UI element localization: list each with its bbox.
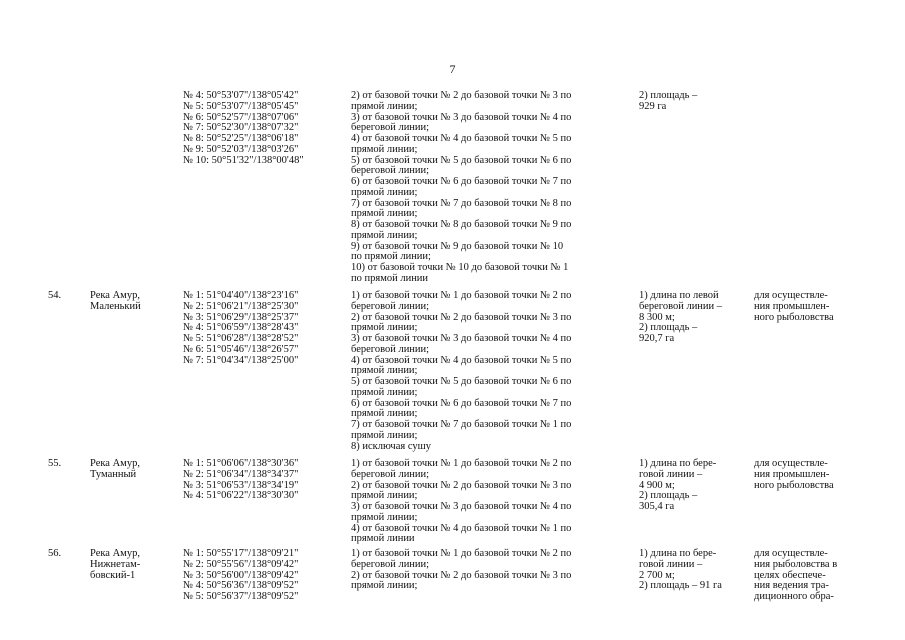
site-size-line: говой линии –	[639, 468, 703, 480]
site-name-line: Туманный	[90, 468, 137, 480]
base-point-coords-line: № 10: 50°51'32"/138°00'48"	[183, 154, 304, 166]
boundary-description-line: береговой линии;	[351, 343, 430, 355]
row-number: 56.	[48, 548, 62, 559]
site-purpose-line: ния промышлен-	[754, 468, 830, 480]
base-point-coords-line: № 3: 50°56'00"/138°09'42"	[183, 569, 299, 581]
boundary-description	[351, 459, 571, 545]
base-point-coords-line: № 2: 51°06'21"/138°25'30"	[183, 300, 299, 312]
site-purpose-line: ного рыболовства	[754, 311, 834, 323]
boundary-description-line: береговой линии;	[351, 165, 430, 177]
site-name-line: Река Амур,	[90, 458, 140, 469]
base-point-coords-line: № 4: 51°06'22"/138°30'30"	[183, 490, 299, 502]
site-name-line: Река Амур,	[90, 290, 140, 301]
boundary-description-line: 6) от базовой точки № 6 до базовой точки № 7 по	[351, 397, 572, 409]
boundary-description-line: 5) от базовой точки № 5 до базовой точки № 6 по	[351, 154, 572, 166]
boundary-description-line: прямой линии;	[351, 229, 418, 241]
base-point-coords-line: № 2: 50°55'56"/138°09'42"	[183, 558, 299, 570]
page-number: 7	[449, 62, 456, 76]
boundary-description-line: 9) от базовой точки № 9 до базовой точки № 10	[351, 240, 564, 252]
site-name-line: бовский-1	[90, 569, 136, 581]
base-point-coords	[183, 549, 298, 603]
site-purpose-line: ния рыболовства в	[754, 558, 838, 570]
site-purpose-line: ного рыболовства	[754, 479, 834, 491]
base-point-coords-line: № 4: 50°56'36"/138°09'52"	[183, 580, 299, 592]
boundary-description-line: 5) от базовой точки № 5 до базовой точки № 6 по	[351, 376, 572, 387]
boundary-description-line: 1) от базовой точки № 1 до базовой точки № 2 по	[351, 548, 572, 559]
boundary-description-line: 2) от базовой точки № 2 до базовой точки № 3 по	[351, 311, 572, 323]
site-size-line: 1) длина по бере-	[639, 548, 717, 559]
site-purpose	[754, 459, 834, 491]
base-point-coords	[183, 459, 298, 502]
site-size-line: 2) площадь – 91 га	[639, 580, 722, 592]
boundary-description-line: 8) от базовой точки № 8 до базовой точки № 9 по	[351, 219, 572, 230]
base-point-coords-line: № 5: 50°53'07"/138°05'45"	[183, 100, 299, 112]
boundary-description-line: 1) от базовой точки № 1 до базовой точки № 2 по	[351, 290, 572, 301]
boundary-description-line: прямой линии;	[351, 100, 418, 112]
boundary-description-line: 4) от базовой точки № 4 до базовой точки № 1 по	[351, 522, 572, 534]
site-name-line: Маленький	[90, 300, 141, 312]
site-size-line: говой линии –	[639, 558, 703, 570]
site-purpose	[754, 549, 837, 603]
base-point-coords-line: № 3: 51°06'29"/138°25'37"	[183, 311, 299, 323]
site-purpose-line: диционного обра-	[754, 591, 834, 602]
site-size-line: 2) площадь –	[639, 490, 698, 502]
boundary-description-line: по прямой линии	[351, 272, 429, 284]
boundary-description-line: прямой линии;	[351, 322, 418, 334]
site-size	[639, 459, 716, 513]
site-size-line: 2) площадь –	[639, 90, 698, 101]
boundary-description-line: береговой линии;	[351, 122, 430, 134]
site-purpose-line: для осуществле-	[754, 548, 828, 559]
boundary-description-line: прямой линии;	[351, 408, 418, 420]
site-size-line: 1) длина по бере-	[639, 458, 717, 469]
base-point-coords-line: № 5: 50°56'37"/138°09'52"	[183, 591, 299, 602]
base-point-coords-line: № 9: 50°52'03"/138°03'26"	[183, 143, 299, 155]
boundary-description-line: по прямой линии;	[351, 251, 431, 263]
base-point-coords-line: № 6: 51°05'46"/138°26'57"	[183, 343, 299, 355]
boundary-description-line: 8) исключая сушу	[351, 440, 431, 452]
site-purpose-line: целях обеспече-	[754, 569, 826, 581]
boundary-description-line: 7) от базовой точки № 7 до базовой точки № 1 по	[351, 419, 572, 430]
boundary-description	[351, 91, 571, 285]
base-point-coords	[183, 291, 298, 366]
base-point-coords-line: № 5: 51°06'28"/138°28'52"	[183, 333, 299, 344]
base-point-coords-line: № 1: 51°04'40"/138°23'16"	[183, 290, 299, 301]
site-name-line: Река Амур,	[90, 548, 140, 559]
boundary-description-line: береговой линии;	[351, 300, 430, 312]
row-number: 55.	[48, 458, 62, 469]
boundary-description-line: прямой линии;	[351, 580, 418, 592]
boundary-description-line: прямой линии;	[351, 143, 418, 155]
boundary-description-line: прямой линии;	[351, 490, 418, 502]
site-size-line: береговой линии –	[639, 300, 723, 312]
boundary-description-line: 2) от базовой точки № 2 до базовой точки № 3 по	[351, 479, 572, 491]
base-point-coords-line: № 3: 51°06'53"/138°34'19"	[183, 479, 299, 491]
site-size-line: 1) длина по левой	[639, 290, 719, 301]
base-point-coords-line: № 4: 51°06'59"/138°28'43"	[183, 322, 299, 334]
boundary-description	[351, 549, 571, 592]
site-purpose-line: для осуществле-	[754, 458, 828, 469]
boundary-description-line: 3) от базовой точки № 3 до базовой точки № 4 по	[351, 111, 572, 123]
site-purpose-line: для осуществле-	[754, 290, 828, 301]
boundary-description-line: 4) от базовой точки № 4 до базовой точки № 5 по	[351, 133, 572, 144]
site-size-line: 8 300 м;	[639, 311, 675, 323]
boundary-description-line: прямой линии	[351, 533, 415, 545]
site-purpose-line: ния промышлен-	[754, 300, 830, 312]
base-point-coords-line: № 1: 51°06'06"/138°30'36"	[183, 458, 299, 469]
boundary-description-line: прямой линии;	[351, 365, 418, 377]
site-size	[639, 549, 722, 592]
site-size-line: 2) площадь –	[639, 322, 698, 334]
boundary-description-line: 2) от базовой точки № 2 до базовой точки № 3 по	[351, 90, 572, 101]
boundary-description-line: 3) от базовой точки № 3 до базовой точки № 4 по	[351, 333, 572, 344]
site-name-line: Нижнетам-	[90, 558, 141, 570]
site-purpose	[754, 291, 834, 323]
base-point-coords-line: № 2: 51°06'34"/138°34'37"	[183, 468, 299, 480]
site-size-line: 4 900 м;	[639, 479, 675, 491]
boundary-description-line: береговой линии;	[351, 558, 430, 570]
boundary-description-line: прямой линии;	[351, 186, 418, 198]
boundary-description-line: 2) от базовой точки № 2 до базовой точки № 3 по	[351, 569, 572, 581]
base-point-coords-line: № 6: 50°52'57"/138°07'06"	[183, 111, 299, 123]
boundary-description-line: 4) от базовой точки № 4 до базовой точки № 5 по	[351, 354, 572, 366]
boundary-description-line: 10) от базовой точки № 10 до базовой точки № 1	[351, 262, 569, 273]
base-point-coords-line: № 8: 50°52'25"/138°06'18"	[183, 133, 299, 144]
site-size-line: 920,7 га	[639, 333, 675, 344]
site-size-line: 929 га	[639, 100, 667, 112]
base-point-coords	[183, 91, 304, 166]
site-size-line: 2 700 м;	[639, 569, 675, 581]
site-name	[90, 291, 141, 313]
site-name	[90, 459, 140, 481]
boundary-description-line: 3) от базовой точки № 3 до базовой точки № 4 по	[351, 501, 572, 512]
site-purpose-line: ния ведения тра-	[754, 580, 829, 592]
site-size-line: 305,4 га	[639, 501, 675, 512]
site-size	[639, 291, 722, 345]
base-point-coords-line: № 7: 51°04'34"/138°25'00"	[183, 354, 299, 366]
boundary-description-line: прямой линии;	[351, 429, 418, 441]
boundary-description	[351, 291, 571, 452]
site-size	[639, 91, 697, 113]
base-point-coords-line: № 7: 50°52'30"/138°07'32"	[183, 122, 299, 134]
boundary-description-line: 6) от базовой точки № 6 до базовой точки № 7 по	[351, 176, 572, 187]
site-name	[90, 549, 140, 581]
base-point-coords-line: № 1: 50°55'17"/138°09'21"	[183, 548, 299, 559]
boundary-description-line: береговой линии;	[351, 468, 430, 480]
row-number: 54.	[48, 290, 62, 301]
boundary-description-line: прямой линии;	[351, 386, 418, 398]
boundary-description-line: 1) от базовой точки № 1 до базовой точки № 2 по	[351, 458, 572, 469]
base-point-coords-line: № 4: 50°53'07"/138°05'42"	[183, 90, 299, 101]
boundary-description-line: 7) от базовой точки № 7 до базовой точки № 8 по	[351, 197, 572, 209]
boundary-description-line: прямой линии;	[351, 208, 418, 220]
boundary-description-line: прямой линии;	[351, 511, 418, 523]
